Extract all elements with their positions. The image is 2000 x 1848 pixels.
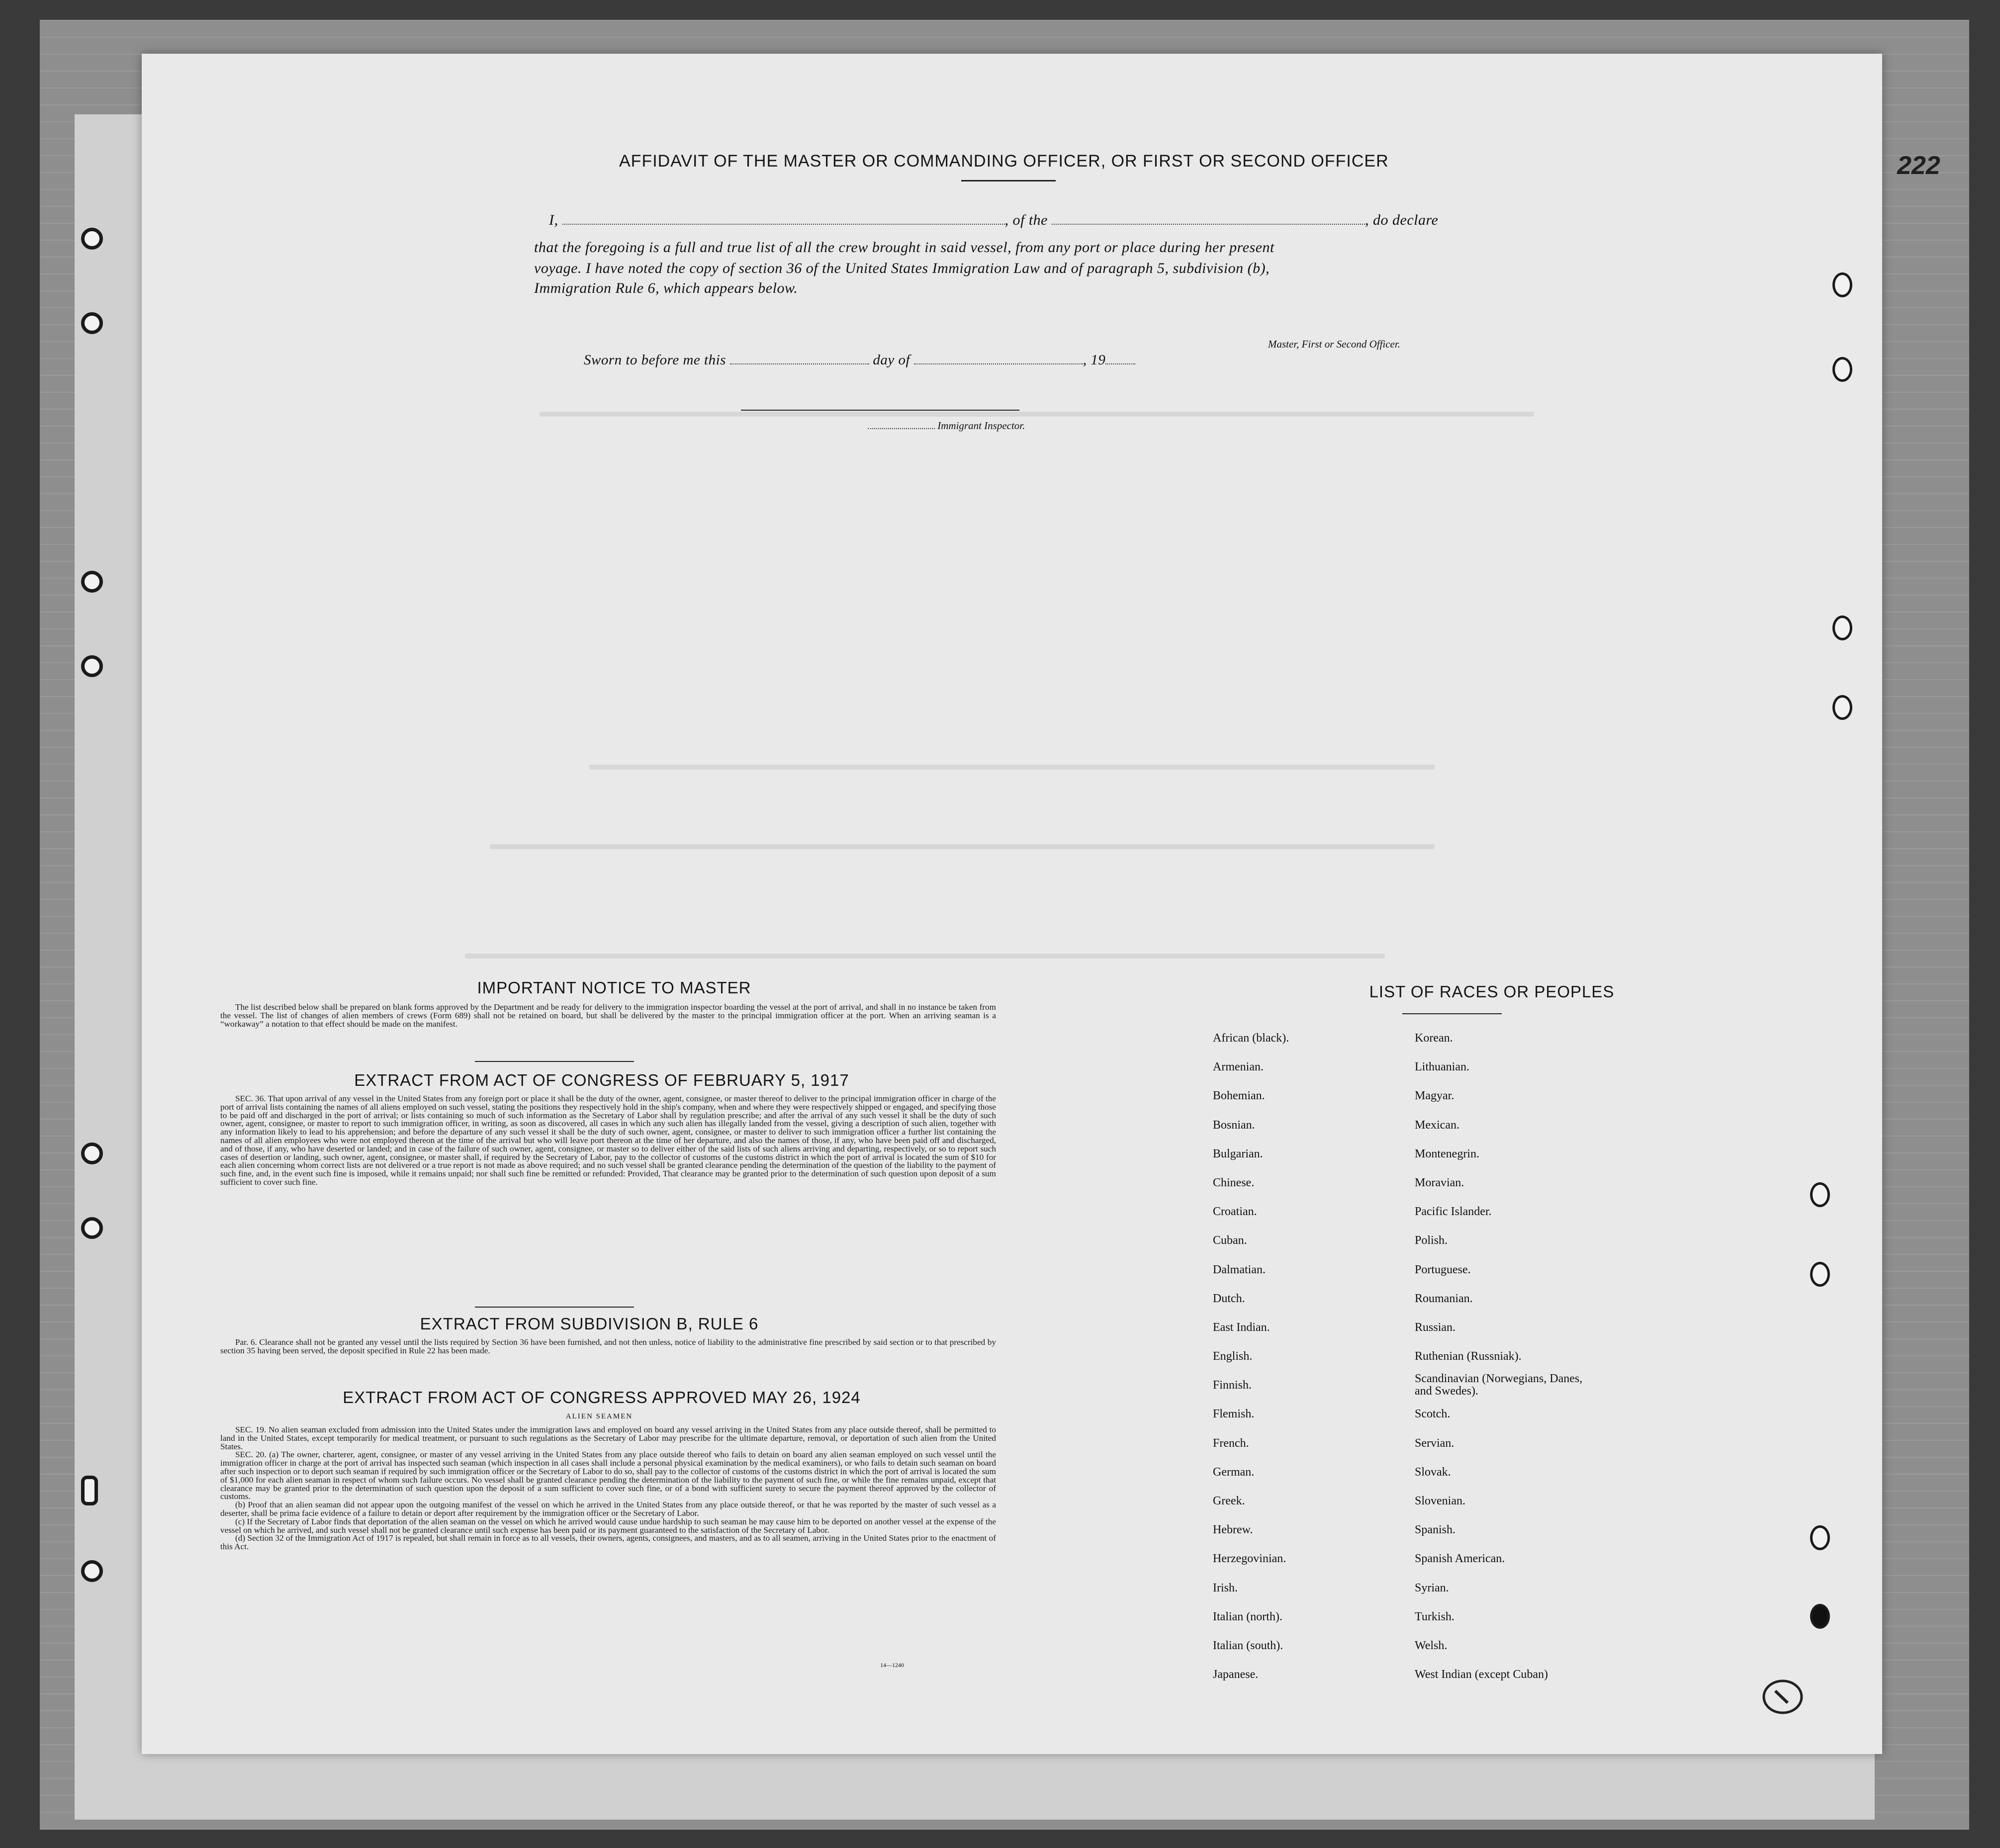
race-item: Mexican. (1415, 1118, 1459, 1132)
race-item: French. (1213, 1436, 1249, 1450)
race-item: Cuban. (1213, 1234, 1247, 1247)
race-item: Hebrew. (1213, 1523, 1253, 1537)
race-item: Pacific Islander. (1415, 1205, 1492, 1219)
circled-mark-icon (1760, 1677, 1805, 1717)
inspector-blank[interactable] (868, 425, 935, 429)
race-item: Irish. (1213, 1581, 1238, 1594)
race-item: Croatian. (1213, 1205, 1257, 1219)
sworn-day-blank[interactable] (730, 360, 869, 364)
affidavit-of-the: , of the (1004, 212, 1048, 228)
extract-1924-title: EXTRACT FROM ACT OF CONGRESS APPROVED MAY 26, 1924 (343, 1388, 861, 1407)
page-number: 222 (1897, 151, 1940, 180)
race-item: West Indian (except Cuban) (1415, 1668, 1548, 1681)
binder-hole-icon (1832, 616, 1852, 640)
binder-hole-icon (81, 312, 103, 334)
bleed-through-mark (490, 844, 1435, 849)
bleed-through-mark (589, 765, 1435, 770)
race-item: Magyar. (1415, 1089, 1455, 1103)
extract-1924-paragraph: (b) Proof that an alien seaman did not appear upon the outgoing manifest of the vessel on which he arrived in the United States from any place outside thereof, or that he was reported by the master of such vessel as a deserter, shall be prima facie evidence of a failure to detain or deport after requirement by the immigration officer or the Secretary of Labor. (220, 1500, 996, 1518)
sworn-month-blank[interactable] (914, 360, 1083, 364)
binder-hole-icon (81, 1217, 103, 1239)
bleed-through-mark (540, 412, 1534, 417)
races-right-column (1415, 1024, 1584, 1689)
race-item: Spanish. (1415, 1523, 1456, 1537)
race-item: Bohemian. (1213, 1089, 1265, 1103)
binder-hole-icon (1810, 1525, 1830, 1550)
binder-hole-icon (1810, 1262, 1830, 1287)
race-item: Armenian. (1213, 1060, 1264, 1074)
affidavit-title: AFFIDAVIT OF THE MASTER OR COMMANDING OFFICER, OR FIRST OR SECOND OFFICER (619, 152, 1389, 171)
inspector-caption-text: Immigrant Inspector. (937, 420, 1025, 432)
affidavit-line-3: voyage. I have noted the copy of section 36 of the United States Immigration Law and of paragraph 5, subdivision (b), (534, 260, 1270, 276)
extract-1924-paragraph: SEC. 20. (a) The owner, charterer, agent, consignee, or master of any vessel arriving in the United States from any place outside thereof who fails to detain on board any alien seaman employed on such vessel until the immigration officer in charge at the port of arrival has inspected such seaman (which inspection in all cases shall include a personal physical examination by the medical examiners), or who fails to detain such seaman on board after such inspection or to deport such seaman if required by such immigration officer or the Secretary of Labor to do so, shall pay to the collector of customs of the customs district in which the port of arrival is located the sum of $1,000 for each alien seaman in respect of whom such failure occurs. No vessel shall be granted clearance pending the determination of the liability to the payment of such fine, or while the fine remains unpaid, except that clearance may be granted prior to the determination of such question upon the deposit of a sum sufficient to cover such fine, or of a bond with sufficient surety to secure the payment thereof approved by the collector of customs. (220, 1450, 996, 1501)
race-item: Welsh. (1415, 1639, 1448, 1652)
race-item: Ruthenian (Russniak). (1415, 1350, 1522, 1363)
race-item: Russian. (1415, 1320, 1456, 1334)
extract-rule6-paragraph: Par. 6. Clearance shall not be granted any vessel until the lists required by Section 36 have been furnished, and not then unless, notice of liability to the administrative fine prescribed by said section or to that prescribed by section 35 having been served, the deposit specified in Rule 22 has been made. (220, 1337, 996, 1355)
binder-hole-icon (1810, 1604, 1830, 1629)
extract-1924-paragraph: SEC. 19. No alien seaman excluded from admission into the United States under the immigration laws and employed on board any vessel arriving in the United States from any place outside thereof, shall be permitted to land in the United States, except temporarily for medical treatment, or pursuant to such regulations as the Secretary of Labor may prescribe for the ultimate departure, removal, or deportation of such alien from the United States. (220, 1425, 996, 1451)
affidavit-i: I, (549, 212, 558, 228)
race-item: East Indian. (1213, 1320, 1270, 1334)
race-item: Turkish. (1415, 1610, 1455, 1623)
binder-hole-icon (81, 228, 103, 250)
races-title-underline (1402, 1013, 1502, 1014)
races-title: LIST OF RACES OR PEOPLES (1369, 982, 1615, 1001)
section-divider (475, 1061, 634, 1062)
race-item: Spanish American. (1415, 1552, 1505, 1566)
alien-seamen-subtitle: ALIEN SEAMEN (565, 1412, 633, 1420)
master-signature-caption: Master, First or Second Officer. (1268, 338, 1400, 350)
bleed-through-mark (465, 954, 1385, 959)
binder-hole-icon (81, 1476, 98, 1505)
binder-hole-icon (81, 1143, 103, 1164)
extract-rule6-text (220, 1338, 996, 1355)
extract-1924-text (220, 1426, 996, 1551)
form-number: 14—1240 (880, 1662, 904, 1669)
notice-title: IMPORTANT NOTICE TO MASTER (477, 978, 751, 997)
race-item: Slovak. (1415, 1465, 1451, 1479)
extract-1917-title: EXTRACT FROM ACT OF CONGRESS OF FEBRUARY 5, 1917 (354, 1071, 849, 1089)
race-item: Lithuanian. (1415, 1060, 1469, 1074)
extract-1924-paragraph: (d) Section 32 of the Immigration Act of 1917 is repealed, but shall remain in force as to all vessels, their owners, agents, consignees, and masters, and as to all seamen, arriving in the United States prior to the enactment of this Act. (220, 1533, 996, 1552)
race-item: Scotch. (1415, 1408, 1451, 1421)
race-item: Bulgarian. (1213, 1147, 1263, 1160)
race-item: Greek. (1213, 1495, 1245, 1507)
affidavit-line-1 (549, 212, 1438, 229)
binder-hole-icon (1832, 272, 1852, 297)
binder-hole-icon (1810, 1182, 1830, 1207)
extract-1917-text (220, 1095, 996, 1187)
notice-paragraph: The list described below shall be prepared on blank forms approved by the Department and be ready for delivery to the immigration inspector boarding the vessel at the port of arrival, and shall in no instance be taken from the vessel. The list of changes of alien members of crews (Form 689) shall not be retained on board, but shall be delivered by the master to the principal immigration officer at the port. When an arriving seaman is a “workaway” a notation to that effect should be made on the manifest. (220, 1002, 996, 1029)
race-item: Dalmatian. (1213, 1263, 1266, 1276)
sworn-prefix: Sworn to before me this (584, 352, 726, 368)
race-item: Finnish. (1213, 1379, 1252, 1392)
inspector-signature-line (741, 410, 1019, 411)
title-underline (961, 180, 1056, 181)
race-item: Bosnian. (1213, 1118, 1255, 1132)
race-item: Japanese. (1213, 1668, 1259, 1681)
extract-1924-paragraph: (c) If the Secretary of Labor finds that deportation of the alien seaman on the vessel on which he arrived would cause undue hardship to such seaman he may cause him to be deported on another vessel at the expense of the vessel on which he arrived, and such vessel shall not be granted clearance until such expense has been paid or its payment guaranteed to the satisfaction of the Secretary of Labor. (220, 1516, 996, 1535)
binder-hole-icon (1832, 357, 1852, 382)
race-item: Italian (north). (1213, 1610, 1282, 1623)
section-divider (475, 1307, 634, 1308)
manifest-sheet (142, 54, 1882, 1754)
sworn-line (584, 352, 1135, 368)
race-item: English. (1213, 1350, 1253, 1363)
race-item: African (black). (1213, 1032, 1289, 1045)
vessel-blank[interactable] (1052, 221, 1365, 225)
binder-hole-icon (81, 571, 103, 593)
sworn-year: , 19 (1083, 352, 1106, 368)
sworn-day-of: day of (873, 352, 910, 368)
extract-rule6-title: EXTRACT FROM SUBDIVISION B, RULE 6 (420, 1315, 759, 1333)
inspector-caption (868, 420, 1025, 432)
race-item: Dutch. (1213, 1292, 1245, 1305)
race-item: Korean. (1415, 1032, 1453, 1045)
race-item: Moravian. (1415, 1176, 1464, 1189)
race-item: German. (1213, 1465, 1255, 1479)
binder-hole-icon (81, 1560, 103, 1582)
notice-text (220, 1003, 996, 1028)
race-item: Polish. (1415, 1234, 1448, 1247)
binder-hole-icon (1832, 695, 1852, 720)
race-item: Montenegrin. (1415, 1147, 1479, 1160)
affidavit-line-4: Immigration Rule 6, which appears below. (534, 280, 798, 296)
race-item: Italian (south). (1213, 1639, 1283, 1652)
race-item: Syrian. (1415, 1581, 1449, 1594)
affidavit-declare: , do declare (1365, 212, 1439, 228)
race-item: Slovenian. (1415, 1495, 1465, 1507)
race-item: Flemish. (1213, 1408, 1255, 1421)
race-item: Servian. (1415, 1436, 1455, 1450)
extract-1917-paragraph: SEC. 36. That upon arrival of any vessel in the United States from any foreign port or place it shall be the duty of the owner, agent, consignee, or master thereof to deliver to the principal immigration officer in charge of the port of arrival lists containing the names of all aliens employed on such vessel, stating the positions they respectively hold in the ship's company, when and where they were respectively shipped or engaged, and specifying those to be paid off and discharged in the port of arrival; or lists containing so much of such information as the Secretary of Labor shall by regulation prescribe; and after the arrival of any such vessel it shall be the duty of such owner, agent, consignee, or master to report to such immigration officer, in writing, as soon as discovered, all cases in which any such alien has illegally landed from the vessel, giving a description of such alien, together with any information likely to lead to his apprehension; and before the departure of any such vessel it shall be the duty of such owner, agent, consignee, or master to deliver to such immigration officer a further list containing the names of all alien employees who were not employed thereon at the time of the arrival but who will leave port thereon at the time of her departure, and also the names of those, if any, who have been paid off and discharged, and of those, if any, who have deserted or landed; and in case of the failure of such owner, agent, consignee, or master so to deliver either of the said lists of such aliens arriving and departing, respectively, or so to report such cases of desertion or landing, such owner, agent, consignee, or master shall, if required by the Secretary of Labor, pay to the collector of customs of the customs district in which the port of arrival is located the sum of $10 for each alien concerning whom correct lists are not delivered or a true report is not made as above required; and no such vessel shall be granted clearance pending the determination of the question of the liability to the payment of such fine, and, in the event such fine is imposed, while it remains unpaid; nor shall such fine be remitted or refunded: Provided, That clearance may be granted prior to the determination of such question upon deposit of a sum sufficient to cover such fine. (220, 1094, 996, 1187)
name-blank[interactable] (562, 221, 1005, 225)
sworn-year-blank[interactable] (1105, 360, 1135, 364)
race-item: Portuguese. (1415, 1263, 1471, 1276)
race-item: Chinese. (1213, 1176, 1255, 1189)
affidavit-line-2: that the foregoing is a full and true list of all the crew brought in said vessel, from any port or place during her present (534, 239, 1274, 256)
races-left-column (1213, 1024, 1289, 1689)
race-item: Roumanian. (1415, 1292, 1473, 1305)
race-item: Herzegovinian. (1213, 1552, 1286, 1566)
race-item: Scandinavian (Norwegians, Danes, and Swedes). (1415, 1372, 1583, 1398)
binder-hole-icon (81, 655, 103, 677)
